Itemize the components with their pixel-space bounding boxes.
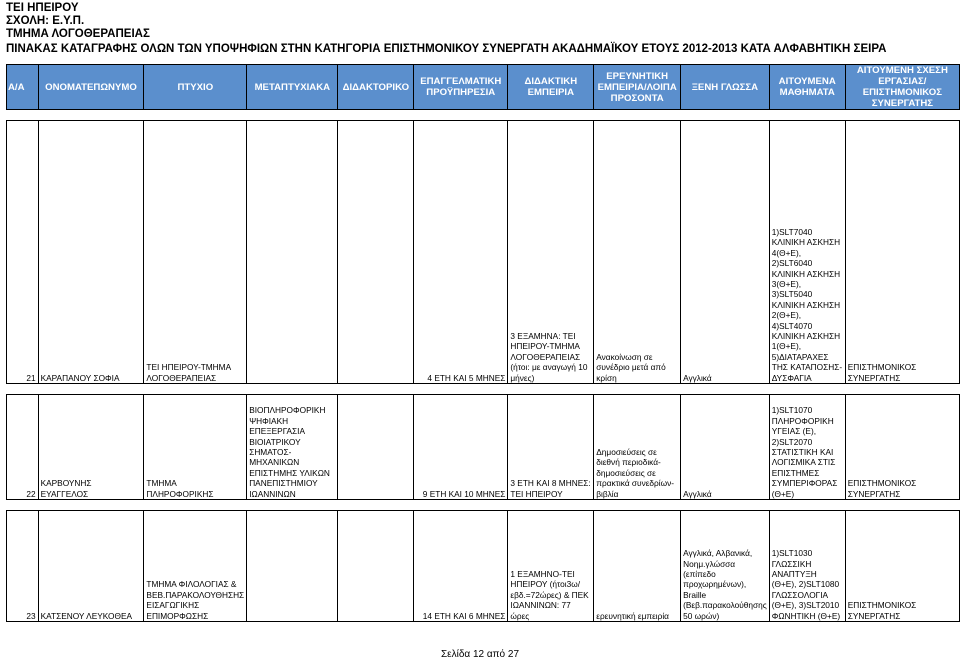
table-row (7, 511, 960, 622)
page-number: Σελίδα 12 από 27 (440, 649, 520, 660)
department-name: ΤΜΗΜΑ ΛΟΓΟΘΕΡΑΠΕΙΑΣ (6, 28, 150, 40)
cell-phd (338, 121, 414, 384)
col-header-relation: ΑΙΤΟΥΜΕΝΗ ΣΧΕΣΗ ΕΡΓΑΣΙΑΣ/ΕΠΙΣΤΗΜΟΝΙΚΟΣ ΣΥΝΕΡΓΑΤΗΣ (845, 65, 959, 110)
cell-aa: 23 (7, 511, 39, 622)
school-name: ΣΧΟΛΗ: Ε.Υ.Π. (6, 15, 85, 27)
cell-phd (338, 395, 414, 500)
cell-research: Ανακοίνωση σε συνέδριο μετά από κρίση (594, 121, 681, 384)
cell-courses: 1)SLT1070 ΠΛΗΡΟΦΟΡΙΚΗ ΥΓΕΙΑΣ (Ε), 2)SLT2070 ΣΤΑΤΙΣΤΙΚΗ ΚΑΙ ΛΟΓΙΣΜΙΚΑ ΣΤΙΣ ΕΠΙΣΤΗΜΕΣ ΣΥΜΠΕΡΙΦΟΡΑΣ (Θ+Ε) (769, 395, 845, 500)
cell-relation: ΕΠΙΣΤΗΜΟΝΙΚΟΣ ΣΥΝΕΡΓΑΤΗΣ (845, 395, 959, 500)
cell-teaching: 3 ΕΤΗ ΚΑΙ 8 ΜΗΝΕΣ: ΤΕΙ ΗΠΕΙΡΟΥ (508, 395, 594, 500)
cell-name: ΚΑΡΒΟΥΝΗΣ ΕΥΑΓΓΕΛΟΣ (38, 395, 144, 500)
table-row (7, 395, 960, 500)
col-header-degree: ΠΤΥΧΙΟ (144, 65, 247, 110)
cell-degree: ΤΜΗΜΑ ΠΛΗΡΟΦΟΡΙΚΗΣ (144, 395, 247, 500)
cell-experience: 9 ΕΤΗ ΚΑΙ 10 ΜΗΝΕΣ (414, 395, 508, 500)
cell-masters (247, 511, 338, 622)
candidates-table (6, 64, 960, 622)
table-title: ΠΙΝΑΚΑΣ ΚΑΤΑΓΡΑΦΗΣ ΟΛΩΝ ΤΩΝ ΥΠΟΨΗΦΙΩΝ ΣΤΗΝ ΚΑΤΗΓΟΡΙΑ ΕΠΙΣΤΗΜΟΝΙΚΟΥ ΣΥΝΕΡΓΑΤΗ ΑΚΑΔΗΜΑΪΚΟΥ ΕΤΟΥΣ 2012-2013 ΚΑΤΑ ΑΛΦΑΒΗΤΙΚΗ ΣΕΙΡΑ (6, 43, 887, 55)
cell-experience: 14 ΕΤΗ ΚΑΙ 6 ΜΗΝΕΣ (414, 511, 508, 622)
cell-teaching: 1 ΕΞΑΜΗΝΟ-ΤΕΙ ΗΠΕΙΡΟΥ (ήτοι3ω/εβδ.=72ώρες) & ΠΕΚ ΙΩΑΝΝΙΝΩΝ: 77 ώρες (508, 511, 594, 622)
header-row (7, 65, 960, 110)
cell-teaching: 3 ΕΞΑΜΗΝΑ: ΤΕΙ ΗΠΕΙΡΟΥ-ΤΜΗΜΑ ΛΟΓΟΘΕΡΑΠΕΙΑΣ (ήτοι: με αναγωγή 10 μήνες) (508, 121, 594, 384)
col-header-courses: ΑΙΤΟΥΜΕΝΑ ΜΑΘΗΜΑΤΑ (769, 65, 845, 110)
cell-research: ερευνητική εμπειρία (594, 511, 681, 622)
cell-masters: ΒΙΟΠΛΗΡΟΦΟΡΙΚΗ ΨΗΦΙΑΚΗ ΕΠΕΞΕΡΓΑΣΙΑ ΒΙΟΙΑΤΡΙΚΟΥ ΣΗΜΑΤΟΣ-ΜΗΧΑΝΙΚΩΝ ΕΠΙΣΤΗΜΗΣ ΥΛΙΚΩΝ ΠΑΝΕΠΙΣΤΗΜΙΟΥ ΙΩΑΝΝΙΝΩΝ (247, 395, 338, 500)
col-header-experience: ΕΠΑΓΓΕΛΜΑΤΙΚΗ ΠΡΟΫΠΗΡΕΣΙΑ (414, 65, 508, 110)
col-header-research: ΕΡΕΥΝΗΤΙΚΗ ΕΜΠΕΙΡΙΑ/ΛΟΙΠΑ ΠΡΟΣΟΝΤΑ (594, 65, 681, 110)
cell-degree: ΤΜΗΜΑ ΦΙΛΟΛΟΓΙΑΣ & ΒΕΒ.ΠΑΡΑΚΟΛΟΥΘΗΣΗΣ ΕΙΣΑΓΩΓΙΚΗΣ ΕΠΙΜΟΡΦΩΣΗΣ (144, 511, 247, 622)
cell-courses: 1)SLT7040 ΚΛΙΝΙΚΗ ΑΣΚΗΣΗ 4(Θ+Ε), 2)SLT6040 ΚΛΙΝΙΚΗ ΑΣΚΗΣΗ 3(Θ+Ε), 3)SLT5040 ΚΛΙΝΙΚΗ ΑΣΚΗΣΗ 2(Θ+Ε), 4)SLT4070 ΚΛΙΝΙΚΗ ΑΣΚΗΣΗ 1(Θ+Ε), 5)ΔΙΑΤΑΡΑΧΕΣ ΤΗΣ ΚΑΤΑΠΟΣΗΣ-ΔΥΣΦΑΓΙΑ (769, 121, 845, 384)
col-header-phd: ΔΙΔΑΚΤΟΡΙΚΟ (338, 65, 414, 110)
cell-aa: 21 (7, 121, 39, 384)
cell-language: Αγγλικά (681, 121, 770, 384)
cell-degree: ΤΕΙ ΗΠΕΙΡΟΥ-ΤΜΗΜΑ ΛΟΓΟΘΕΡΑΠΕΙΑΣ (144, 121, 247, 384)
col-header-language: ΞΕΝΗ ΓΛΩΣΣΑ (681, 65, 770, 110)
cell-relation: ΕΠΙΣΤΗΜΟΝΙΚΟΣ ΣΥΝΕΡΓΑΤΗΣ (845, 511, 959, 622)
col-header-aa: Α/Α (7, 65, 39, 110)
cell-language: Αγγλικά (681, 395, 770, 500)
cell-relation: ΕΠΙΣΤΗΜΟΝΙΚΟΣ ΣΥΝΕΡΓΑΤΗΣ (845, 121, 959, 384)
cell-masters (247, 121, 338, 384)
cell-courses: 1)SLT1030 ΓΛΩΣΣΙΚΗ ΑΝΑΠΤΥΞΗ (Θ+Ε), 2)SLT1080 ΓΛΩΣΣΟΛΟΓΙΑ (Θ+Ε), 3)SLT2010 ΦΩΝΗΤΙΚΗ (Θ+Ε) (769, 511, 845, 622)
col-header-masters: ΜΕΤΑΠΤΥΧΙΑΚΑ (247, 65, 338, 110)
institution-name: ΤΕΙ ΗΠΕΙΡΟΥ (6, 2, 79, 14)
cell-aa: 22 (7, 395, 39, 500)
cell-language: Αγγλικά, Αλβανικά, Νοημ.γλώσσα (επίπεδο προχωρημένων), Braille (Βεβ.παρακολούθησης 50 ωρών) (681, 511, 770, 622)
cell-experience: 4 ΕΤΗ ΚΑΙ 5 ΜΗΝΕΣ (414, 121, 508, 384)
cell-name: ΚΑΤΣΕΝΟΥ ΛΕΥΚΟΘΕΑ (38, 511, 144, 622)
cell-phd (338, 511, 414, 622)
table-row (7, 121, 960, 384)
col-header-teaching: ΔΙΔΑΚΤΙΚΗ ΕΜΠΕΙΡΙΑ (508, 65, 594, 110)
col-header-name: ΟΝΟΜΑΤΕΠΩΝΥΜΟ (38, 65, 144, 110)
cell-name: ΚΑΡΑΠΑΝΟΥ ΣΟΦΙΑ (38, 121, 144, 384)
cell-research: Δημοσιεύσεις σε διεθνή περιοδικά-δημοσιεύσεις σε πρακτικά συνεδρίων-βιβλία (594, 395, 681, 500)
